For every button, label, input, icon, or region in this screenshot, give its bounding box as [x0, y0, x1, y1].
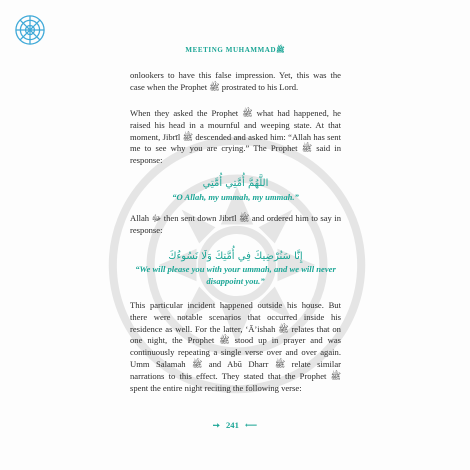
- page-number: [0, 420, 470, 431]
- paragraph-3: Allah ﷻ then sent down Jibrīl ﷺ and ordered him to say in response:: [130, 213, 341, 235]
- arabic-quote-2: إِنَّا سَنُرْضِيكَ فِي أُمَّتِكَ وَلَا نَسُوءُكَ: [168, 251, 303, 262]
- page-number-value: 241: [225, 420, 239, 430]
- running-header: [0, 45, 470, 56]
- geometric-star-logo-icon: [14, 14, 46, 46]
- translation-quote-2: “We will please you with your ummah, and we will never disappoint you.”: [135, 264, 336, 286]
- running-header-title: MEETING MUHAMMAD: [185, 46, 277, 54]
- paragraph-2: When they asked the Prophet ﷺ what had happened, he raised his head in a mournful and weeping state. At that moment, Jibrīl ﷺ descended and asked him: “Allah has sent me to see why you are crying.” The Prophet ﷺ said in response:: [130, 108, 341, 166]
- translation-quote-1: “O Allah, my ummah, my ummah.”: [172, 192, 299, 202]
- page-right-arrow-icon: ⟵: [244, 420, 258, 430]
- arabic-quote-1: اللَّهُمَّ أُمَّتِي أُمَّتِي: [202, 178, 269, 189]
- page-left-arrow-icon: ➙: [212, 420, 220, 430]
- paragraph-1: onlookers to have this false impression. Yet, this was the case when the Prophet ﷺ prostrated to his Lord.: [130, 70, 341, 92]
- paragraph-4: This particular incident happened outside his house. But there were notable scenarios that occurred inside his residence as well. For the latter, ‘Ā’ishah ﷺ relates that on one night, the Prophet ﷺ stood up in prayer and was continuously repeating a single verse over and over again. Umm Salamah ﷺ and Abū Dharr ﷺ relate similar narrations to this effect. They stated that the Prophet ﷺ spent the entire night reciting the following verse:: [130, 300, 341, 393]
- honorific-symbol: ﷺ: [276, 46, 285, 54]
